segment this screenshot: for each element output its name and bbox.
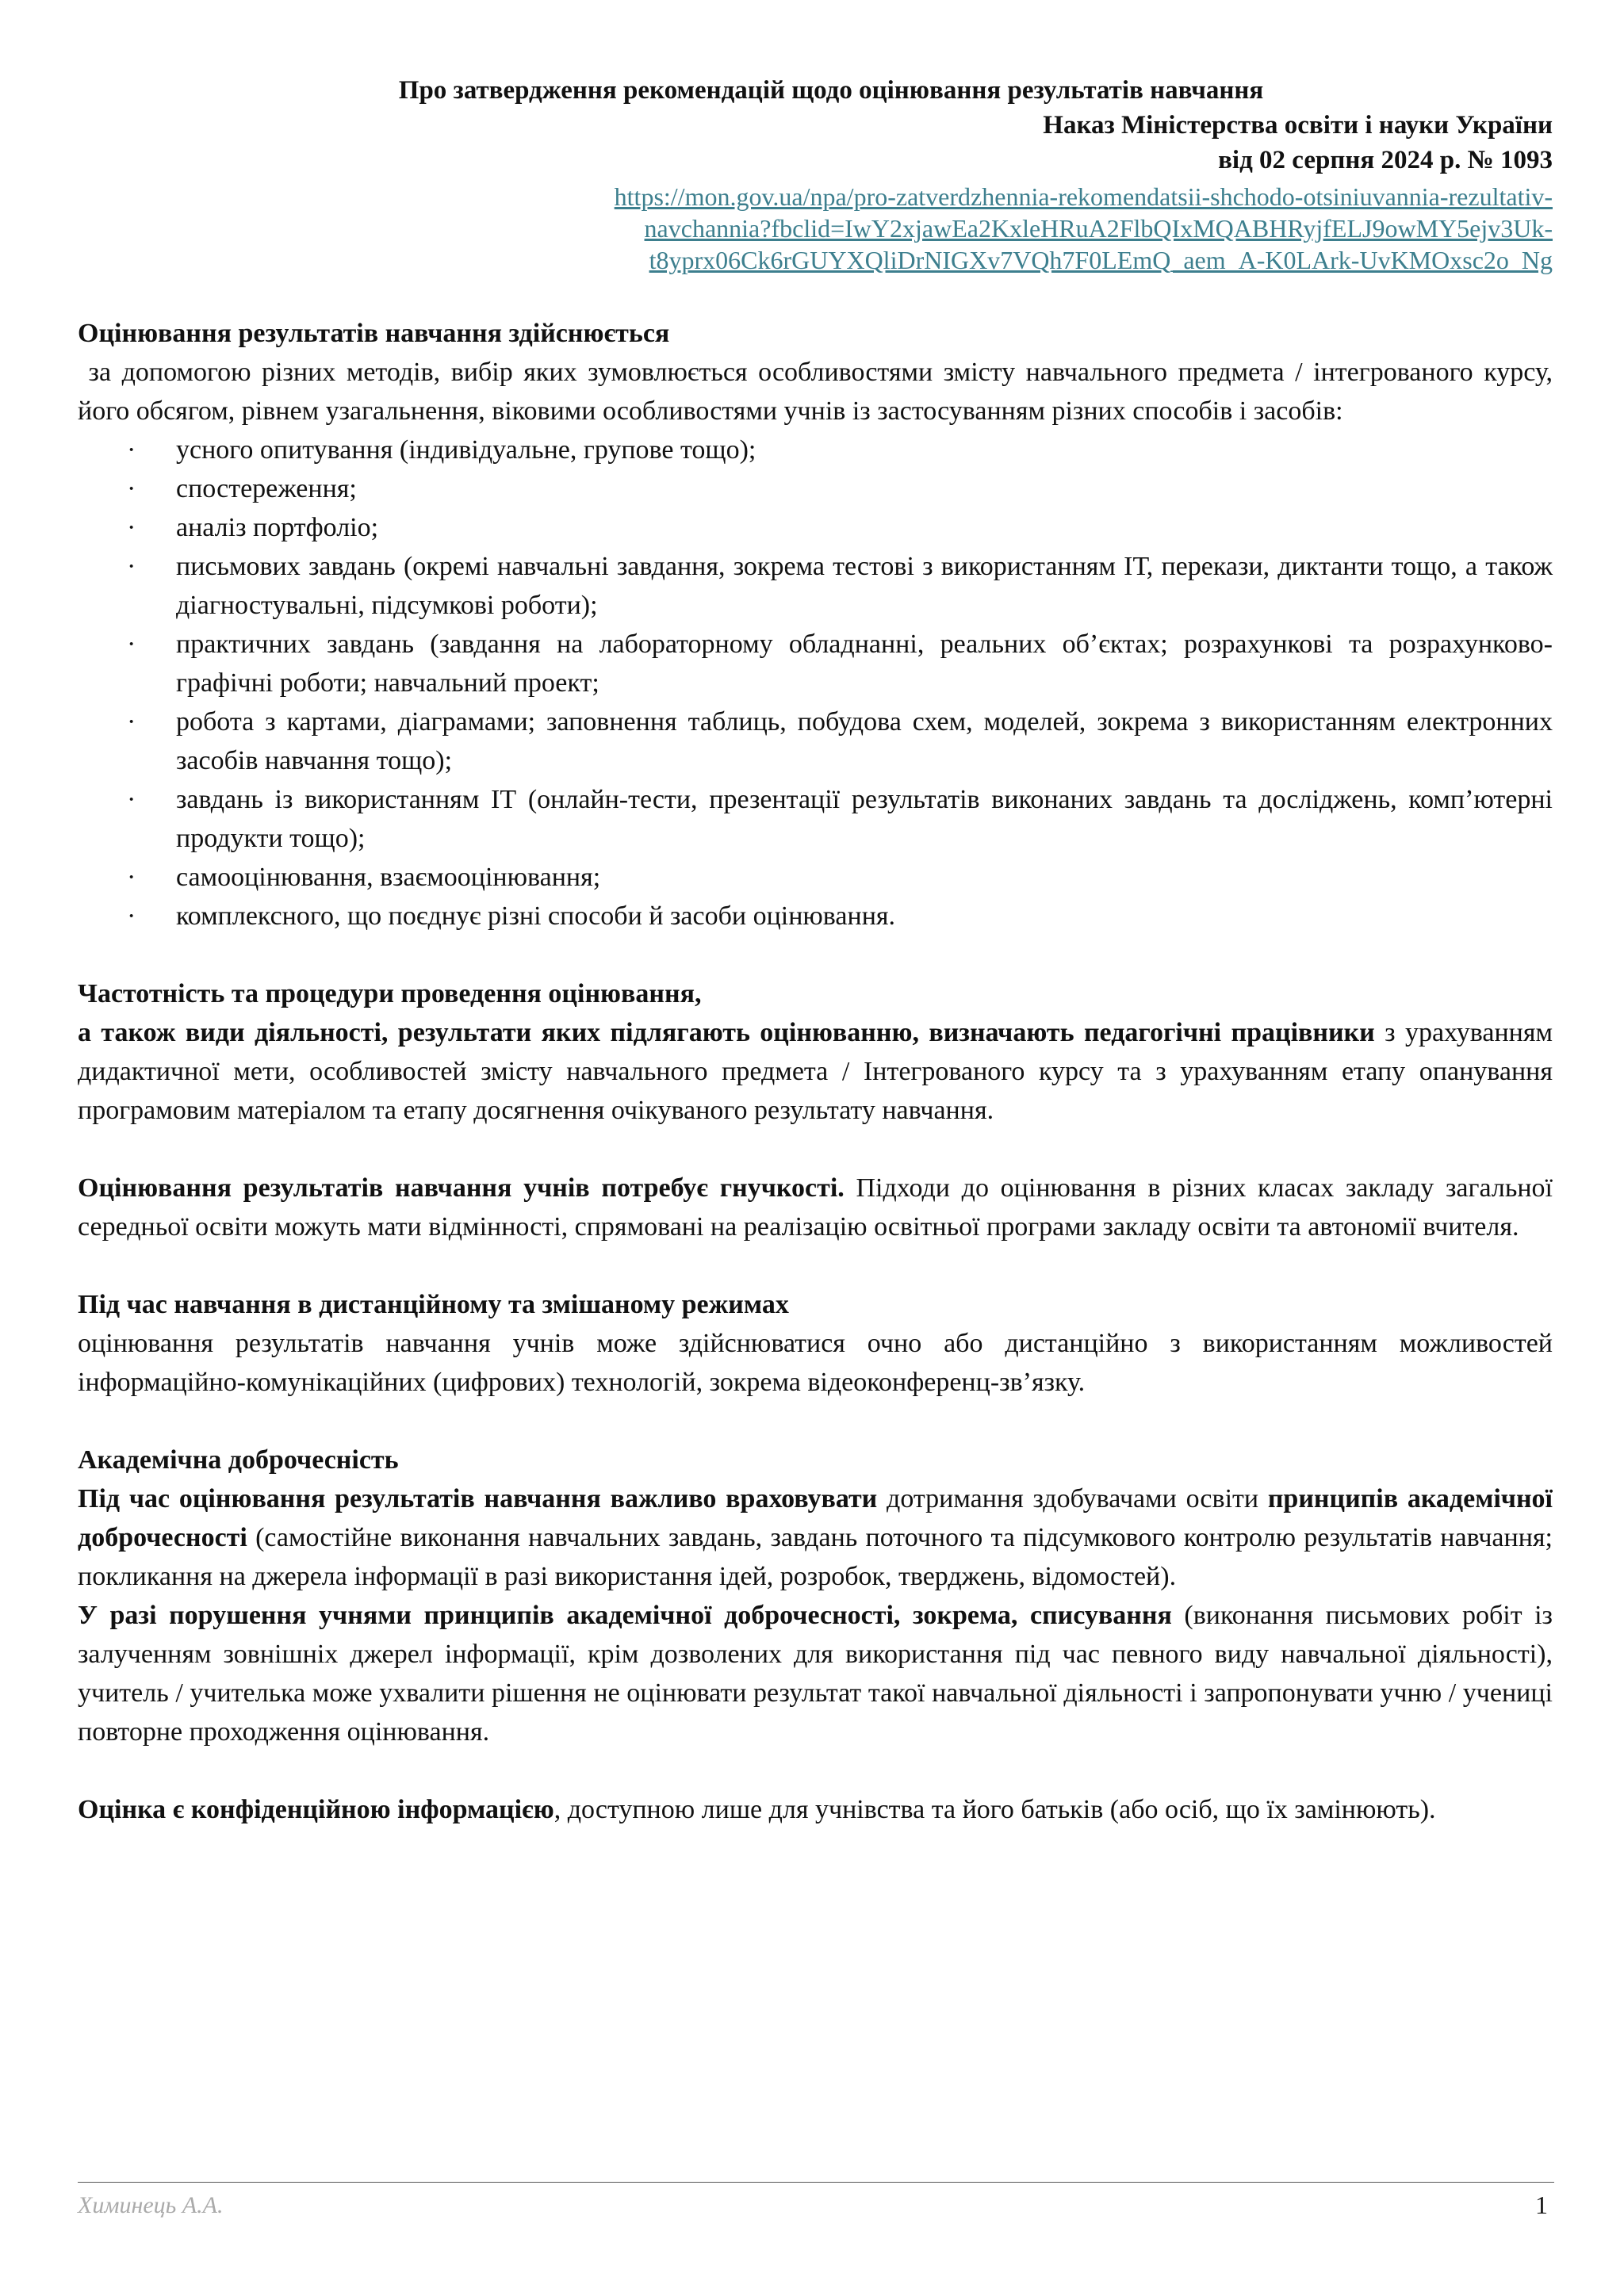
list-item-text: робота з картами, діаграмами; заповнення таблиць, побудова схем, моделей, зокрема з використанням електронних засобів навчання тощо); bbox=[176, 707, 1553, 775]
list-item-text: письмових завдань (окремі навчальні завдання, зокрема тестові з використанням ІТ, перекази, диктанти тощо, а також діагностувальні, підсумкові роботи); bbox=[176, 552, 1553, 620]
list-item-text: аналіз портфоліо; bbox=[176, 513, 379, 542]
bullet-icon: · bbox=[127, 474, 136, 503]
bullet-icon: · bbox=[127, 785, 136, 814]
confidentiality-bold-text: Оцінка є конфіденційною інформацією bbox=[78, 1795, 554, 1824]
bullet-icon: · bbox=[127, 707, 136, 737]
section-heading-frequency: Частотність та процедури проведення оцінювання, bbox=[78, 979, 702, 1008]
confidentiality-paragraph bbox=[78, 1790, 1553, 1829]
list-item-text: завдань із використанням ІТ (онлайн-тести, презентації результатів виконаних завдань та досліджень, комп’ютерні продукти тощо); bbox=[176, 785, 1553, 853]
distance-paragraph: оцінювання результатів навчання учнів може здійснюватися очно або дистанційно з використанням можливостей інформаційно-комунікаційних (цифрових) технологій, зокрема відеоконференц-зв’язку. bbox=[78, 1329, 1553, 1397]
flexibility-text: Підходи до оцінювання в різних класах закладу загальної середньої освіти можуть мати відмінності, спрямовані на реалізацію освітньої програми закладу освіти та автономії вчителя. bbox=[78, 1173, 1553, 1242]
frequency-paragraph bbox=[78, 1013, 1553, 1130]
list-item bbox=[78, 508, 1553, 547]
frequency-text: з урахуванням дидактичної мети, особливостей змісту навчального предмета / Інтегрованого курсу та з урахуванням етапу опанування програмовим матеріалом та етапу досягнення очікуваного результату навчання. bbox=[78, 1018, 1553, 1125]
list-item-text: усного опитування (індивідуальне, групове тощо); bbox=[176, 435, 756, 465]
document-page bbox=[78, 73, 1560, 1829]
bullet-icon: · bbox=[127, 552, 136, 581]
page-footer bbox=[78, 2182, 1554, 2219]
list-item-text: комплексного, що поєднує різні способи й засоби оцінювання. bbox=[176, 901, 896, 931]
integrity-paragraph-2 bbox=[78, 1596, 1553, 1751]
integrity-paragraph-1 bbox=[78, 1479, 1553, 1596]
frequency-bold-text: а також види діяльності, результати яких підлягають оцінюванню, визначають педагогічні працівники bbox=[78, 1018, 1375, 1047]
source-link[interactable] bbox=[78, 181, 1553, 276]
list-item bbox=[78, 469, 1553, 508]
source-link-line-3[interactable]: t8yprx06Ck6rGUYXQliDrNIGXv7VQh7F0LEmQ_aem_A-K0LArk-UvKMOxsc2o_Ng bbox=[649, 246, 1553, 274]
assessment-intro: за допомогою різних методів, вибір яких зумовлюється особливостями змісту навчального предмета / інтегрованого курсу, його обсягом, рівнем узагальнення, віковими особливостями учнів із застосуванням різних способів і засобів: bbox=[78, 358, 1560, 426]
integrity-bold-text-2: принципів академічної доброчесності bbox=[78, 1484, 1553, 1552]
list-item bbox=[78, 430, 1553, 469]
methods-list bbox=[78, 430, 1553, 936]
bullet-icon: · bbox=[127, 435, 136, 465]
list-item-text: практичних завдань (завдання на лабораторному обладнанні, реальних об’єктах; розрахункові та розрахунково-графічні роботи; навчальний проект; bbox=[176, 629, 1553, 698]
violation-text: (виконання письмових робіт із залученням зовнішніх джерел інформації, крім дозволених для використання під час певного виду навчальної діяльності), учитель / учителька може ухвалити рішення не оцінювати результат такої навчальної діяльності і запропонувати учню / учениці повторне проходження оцінювання. bbox=[78, 1601, 1553, 1747]
source-link-line-2[interactable]: navchannia?fbclid=IwY2xjawEa2KxleHRuA2FlbQIxMQABHRyjfELJ9owMY5ejv3Uk- bbox=[644, 214, 1553, 243]
bullet-icon: · bbox=[127, 513, 136, 542]
list-item bbox=[78, 897, 1553, 936]
list-item bbox=[78, 625, 1553, 702]
source-link-line-1[interactable]: https://mon.gov.ua/npa/pro-zatverdzhennia-rekomendatsii-shchodo-otsiniuvannia-rezultativ- bbox=[614, 182, 1553, 211]
list-item bbox=[78, 780, 1553, 858]
section-heading-distance: Під час навчання в дистанційному та змішаному режимах bbox=[78, 1290, 789, 1319]
document-body bbox=[78, 314, 1560, 1829]
order-name: Наказ Міністерства освіти і науки України bbox=[1043, 111, 1553, 140]
section-heading-assessment: Оцінювання результатів навчання здійснюється bbox=[78, 319, 670, 348]
bullet-icon: · bbox=[127, 901, 136, 931]
list-item-text: спостереження; bbox=[176, 474, 357, 503]
integrity-text-rest: (самостійне виконання навчальних завдань, завдань поточного та підсумкового контролю результатів навчання; покликання на джерела інформації в разі використання ідей, розробок, тверджень, відомостей). bbox=[78, 1523, 1553, 1591]
flexibility-paragraph bbox=[78, 1169, 1553, 1246]
bullet-icon: · bbox=[127, 629, 136, 659]
confidentiality-text: , доступною лише для учнівства та його батьків (або осіб, що їх замінюють). bbox=[553, 1795, 1436, 1824]
order-date: від 02 серпня 2024 р. № 1093 bbox=[1218, 146, 1553, 174]
flexibility-bold-text: Оцінювання результатів навчання учнів потребує гнучкості. bbox=[78, 1173, 845, 1203]
bullet-icon: · bbox=[127, 863, 136, 892]
document-title: Про затвердження рекомендацій щодо оцінювання результатів навчання bbox=[398, 76, 1264, 105]
list-item bbox=[78, 702, 1553, 780]
footer-author: Химинець А.А. bbox=[78, 2192, 224, 2218]
list-item bbox=[78, 858, 1553, 897]
integrity-bold-text: Під час оцінювання результатів навчання важливо враховувати bbox=[78, 1484, 878, 1513]
page-number: 1 bbox=[1535, 2191, 1548, 2219]
list-item-text: самооцінювання, взаємооцінювання; bbox=[176, 863, 601, 892]
section-heading-integrity: Академічна доброчесність bbox=[78, 1445, 399, 1475]
violation-bold-text: У разі порушення учнями принципів академічної доброчесності, зокрема, списування bbox=[78, 1601, 1172, 1630]
list-item bbox=[78, 547, 1553, 625]
integrity-text-mid: дотримання здобувачами освіти bbox=[877, 1484, 1268, 1513]
